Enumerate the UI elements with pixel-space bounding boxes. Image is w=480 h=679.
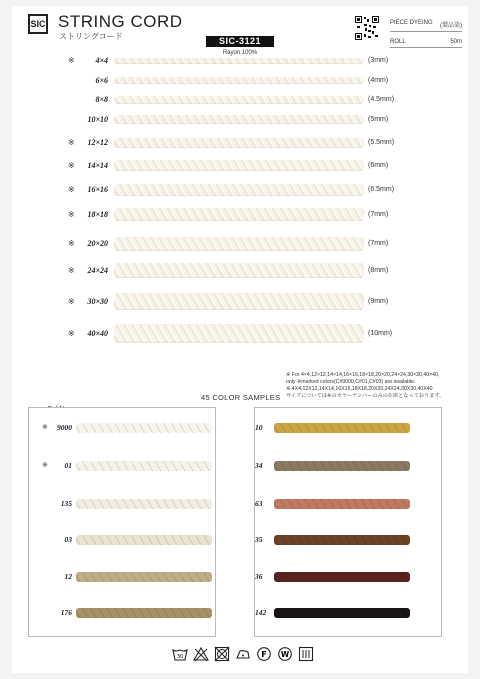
cord-sample xyxy=(114,208,364,221)
diameter-label: (5mm) xyxy=(368,115,389,123)
qr-code-icon[interactable] xyxy=(355,16,379,40)
iron-low-icon xyxy=(235,646,251,662)
cord-sample xyxy=(114,77,364,84)
info-label: PIECE DYEING xyxy=(390,20,433,26)
color-number: 142 xyxy=(255,608,267,617)
color-panel-left xyxy=(28,407,216,637)
cord-sample xyxy=(114,293,364,310)
diameter-label: (9mm) xyxy=(368,297,389,305)
size-label: 14×14 xyxy=(87,160,108,170)
color-swatch xyxy=(274,608,410,618)
size-label: 6×6 xyxy=(95,75,108,85)
info-value: 50m xyxy=(450,39,462,45)
no-tumble-dry-icon xyxy=(214,646,230,662)
size-label: 10×10 xyxy=(87,114,108,124)
diameter-label: (4mm) xyxy=(368,76,389,84)
color-swatch xyxy=(274,461,410,471)
cord-sample xyxy=(114,324,364,343)
size-label: 18×18 xyxy=(87,209,108,219)
material-text: Rayon 100% xyxy=(222,50,258,56)
color-number: 35 xyxy=(255,535,263,544)
color-swatch xyxy=(274,535,410,545)
diameter-label: (8mm) xyxy=(368,266,389,274)
cord-sample xyxy=(114,58,364,64)
wet-clean-w-icon xyxy=(277,646,293,662)
color-number: 10 xyxy=(255,423,263,432)
size-label: 8×8 xyxy=(95,95,108,104)
care-icons xyxy=(172,646,314,662)
diameter-label: (6.5mm) xyxy=(368,186,395,193)
color-swatch xyxy=(76,499,212,509)
stock-mark: ※ xyxy=(68,56,75,65)
color-number: 03 xyxy=(64,535,72,544)
info-row-dyeing xyxy=(390,19,462,32)
cord-sample xyxy=(114,184,364,196)
note-line: サイズについては※のカラーナンバーのみの在庫となっております。 xyxy=(286,393,445,399)
stock-mark: ※ xyxy=(42,424,48,431)
color-swatch xyxy=(76,535,212,545)
cord-sample xyxy=(114,96,364,104)
stock-mark: ※ xyxy=(68,160,75,170)
color-number: 36 xyxy=(255,572,263,581)
cord-sample xyxy=(114,263,364,278)
stock-mark: ※ xyxy=(68,185,75,194)
info-row-roll xyxy=(390,38,462,48)
svg-text:F: F xyxy=(261,650,267,659)
stock-mark: ※ xyxy=(42,462,48,469)
diameter-label: (10mm) xyxy=(368,329,393,337)
stock-mark: ※ xyxy=(68,138,75,147)
page-title: STRING CORD xyxy=(58,12,183,31)
cord-sample xyxy=(114,115,364,124)
cord-sample xyxy=(114,237,364,251)
stock-mark: ※ xyxy=(68,296,75,306)
color-swatch xyxy=(274,499,410,509)
color-swatch xyxy=(76,608,212,618)
product-info xyxy=(390,19,462,54)
stock-mark: ※ xyxy=(68,239,75,248)
color-swatch xyxy=(76,423,212,433)
stock-mark: ※ xyxy=(68,209,75,219)
size-label: 24×24 xyxy=(87,265,108,275)
size-label: 20×20 xyxy=(87,239,108,248)
note-line: ※ 4X4,12X12,14X14,16X16,18X18,20X20,24X24,30X30,40X40 xyxy=(286,386,433,392)
availability-note xyxy=(286,372,462,400)
size-label: 4×4 xyxy=(95,56,108,65)
diameter-label: (7mm) xyxy=(368,210,389,218)
size-label: 16×16 xyxy=(87,185,108,194)
svg-text:W: W xyxy=(280,650,290,659)
brand-logo: SIC xyxy=(28,14,48,34)
product-code-badge: SIC-3121 xyxy=(206,36,274,47)
stock-mark: ※ xyxy=(68,328,75,338)
drip-dry-icon xyxy=(298,646,314,662)
color-samples-title: 45 COLOR SAMPLES xyxy=(201,393,281,402)
info-value: (製品染) xyxy=(440,23,462,29)
cord-sample xyxy=(114,138,364,148)
color-number: 01 xyxy=(64,461,72,470)
color-number: 12 xyxy=(64,572,72,581)
color-number: 176 xyxy=(60,608,72,617)
no-bleach-icon xyxy=(193,646,209,662)
note-line: only ※marked colors(C#9000,C#01,C#03) are available. xyxy=(286,379,416,385)
color-swatch xyxy=(274,423,410,433)
wash-30-icon xyxy=(172,646,188,662)
info-label: ROLL xyxy=(390,39,406,45)
size-label: 12×12 xyxy=(87,138,108,147)
color-panel-right xyxy=(254,407,442,637)
cord-sample xyxy=(114,160,364,171)
diameter-label: (4.5mm) xyxy=(368,96,395,103)
color-swatch xyxy=(76,572,212,582)
svg-text:30: 30 xyxy=(176,654,184,660)
color-number: 9000 xyxy=(57,423,72,432)
size-label: 30×30 xyxy=(87,296,108,306)
page-subtitle: ストリングコード xyxy=(59,32,123,41)
diameter-label: (6mm) xyxy=(368,161,389,169)
color-number: 63 xyxy=(255,499,263,508)
diameter-label: (5.5mm) xyxy=(368,139,395,146)
diameter-label: (3mm) xyxy=(368,57,389,64)
color-swatch xyxy=(76,461,212,471)
color-number: 135 xyxy=(60,499,72,508)
stock-mark: ※ xyxy=(68,265,75,275)
color-swatch xyxy=(274,572,410,582)
color-number: 34 xyxy=(255,461,263,470)
note-line: ※ For 4×4,12×12,14×14,16×16,18×18,20×20,24×24,30×30,40×40, xyxy=(286,372,440,378)
dry-clean-f-icon xyxy=(256,646,272,662)
size-label: 40×40 xyxy=(87,328,108,338)
diameter-label: (7mm) xyxy=(368,240,389,247)
